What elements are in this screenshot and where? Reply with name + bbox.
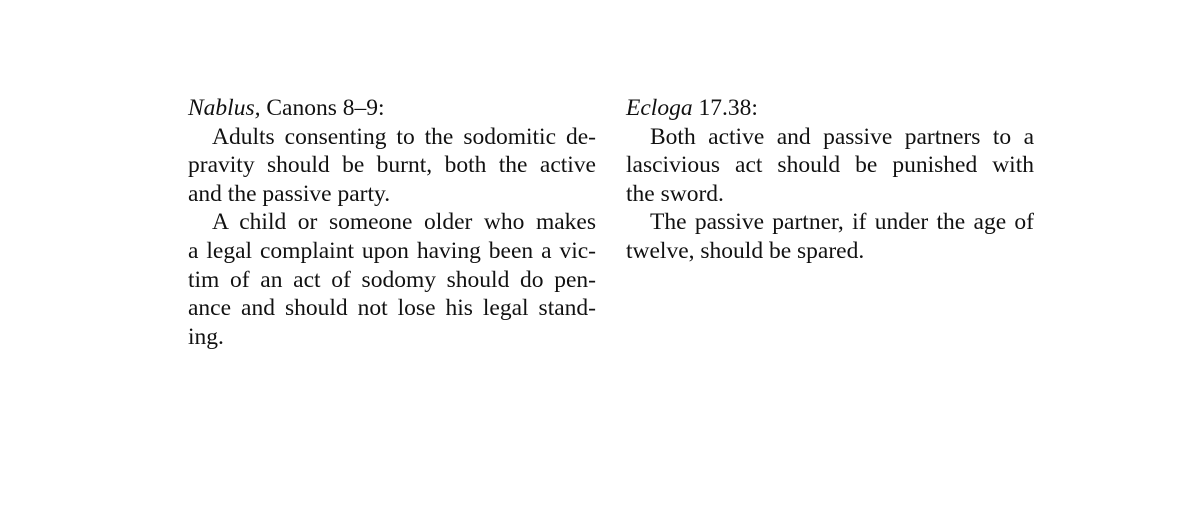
text-line: ance and should not lose his legal stand- <box>188 295 596 322</box>
left-heading-work: Nablus, <box>188 95 261 121</box>
text-line: twelve, should be spared. <box>626 237 865 264</box>
text-line: the sword. <box>626 180 724 207</box>
right-paragraph-2 <box>626 208 1034 265</box>
text-line: and the passive party. <box>188 180 391 207</box>
text-line: The passive partner, if under the age of <box>650 209 1034 236</box>
text-line: ing. <box>188 323 224 350</box>
right-column <box>626 94 1034 266</box>
text-line: tim of an act of sodomy should do pen- <box>188 266 596 293</box>
left-paragraph-2 <box>188 208 596 351</box>
right-heading <box>626 94 1034 123</box>
left-heading-ref: Canons 8–9: <box>266 95 385 121</box>
left-heading <box>188 94 596 123</box>
right-heading-work: Ecloga <box>626 95 693 121</box>
left-paragraph-1 <box>188 123 596 209</box>
right-heading-ref: 17.38: <box>698 95 758 121</box>
text-line: A child or someone older who makes <box>212 209 596 236</box>
text-line: a legal complaint upon having been a vic- <box>188 237 596 264</box>
right-paragraph-1 <box>626 123 1034 209</box>
text-line: Adults consenting to the sodomitic de- <box>212 123 596 150</box>
text-line: lascivious act should be punished with <box>626 152 1034 179</box>
text-line: Both active and passive partners to a <box>650 123 1034 150</box>
text-line: pravity should be burnt, both the active <box>188 152 596 179</box>
left-column <box>188 94 596 351</box>
